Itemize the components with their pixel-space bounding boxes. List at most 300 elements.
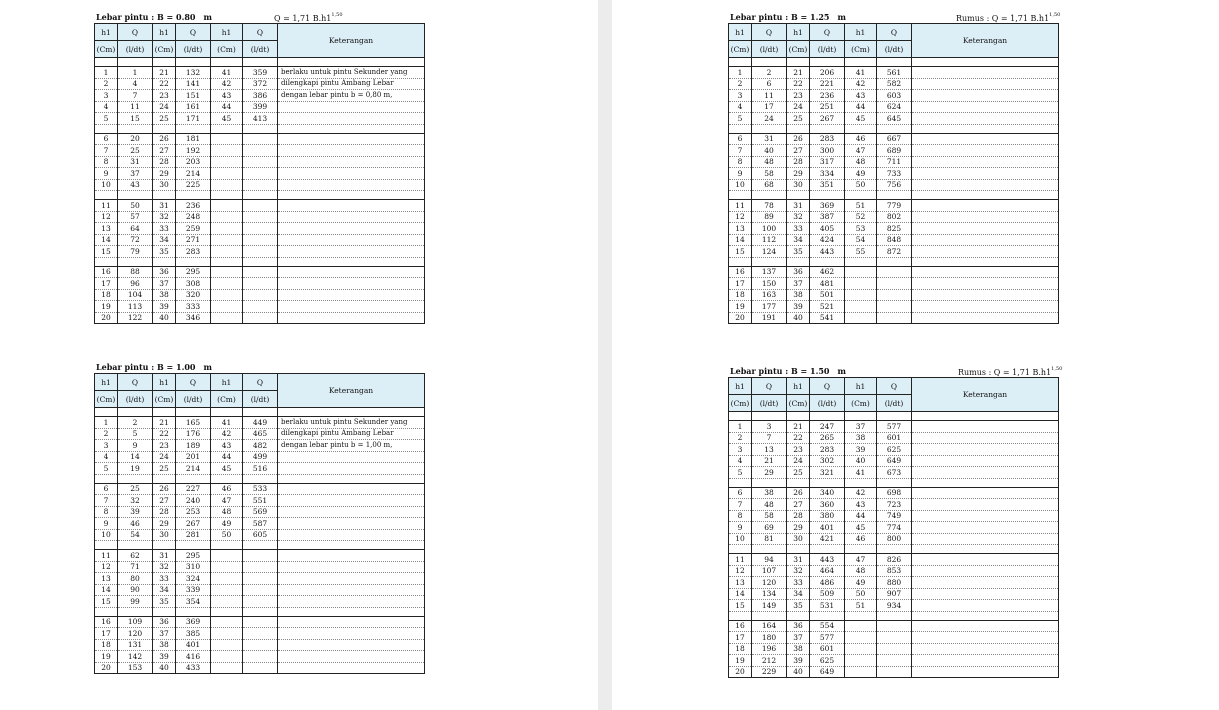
data-cell: 317	[810, 156, 845, 168]
header-cell: h1	[845, 378, 877, 395]
data-cell: 380	[810, 510, 845, 522]
keterangan-cell	[278, 145, 425, 157]
gate-width-label: Lebar pintu : B = 0.80	[96, 12, 196, 22]
data-cell: 180	[752, 632, 787, 644]
data-cell: 248	[176, 211, 211, 223]
data-cell: 416	[176, 651, 211, 663]
header-unit-cell: (Cm)	[729, 41, 752, 58]
data-cell: 8	[95, 156, 118, 168]
data-cell: 72	[118, 234, 153, 246]
table-row	[95, 451, 425, 463]
data-cell: 32	[153, 561, 176, 573]
data-cell	[877, 289, 912, 301]
spacer-cell	[118, 257, 153, 266]
data-cell: 33	[787, 577, 810, 589]
header-unit-cell: (l/dt)	[752, 41, 787, 58]
spacer-cell	[243, 58, 278, 67]
data-cell: 37	[845, 421, 877, 433]
table-row	[95, 145, 425, 157]
data-cell: 649	[877, 455, 912, 467]
spacer-cell	[176, 257, 211, 266]
spacer-cell	[176, 607, 211, 616]
keterangan-cell	[278, 312, 425, 324]
data-cell	[877, 312, 912, 324]
keterangan-cell	[912, 600, 1059, 612]
data-cell: 14	[729, 588, 752, 600]
data-cell	[211, 561, 243, 573]
table-row	[729, 266, 1059, 278]
data-cell: 1	[118, 67, 153, 79]
data-cell: 482	[243, 440, 278, 452]
spacer-cell	[243, 257, 278, 266]
data-cell: 333	[176, 301, 211, 313]
data-cell: 18	[95, 289, 118, 301]
data-cell: 3	[729, 444, 752, 456]
table-row	[95, 428, 425, 440]
data-cell: 33	[153, 223, 176, 235]
data-cell: 19	[95, 301, 118, 313]
data-cell: 354	[176, 596, 211, 608]
header-cell: h1	[729, 24, 752, 41]
data-cell: 880	[877, 577, 912, 589]
data-cell: 41	[845, 467, 877, 479]
data-cell: 28	[153, 506, 176, 518]
keterangan-cell	[278, 483, 425, 495]
data-cell: 68	[752, 179, 787, 191]
data-cell: 934	[877, 600, 912, 612]
keterangan-cell	[912, 432, 1059, 444]
data-cell: 29	[752, 467, 787, 479]
data-cell: 14	[95, 584, 118, 596]
keterangan-cell	[912, 113, 1059, 125]
data-cell: 624	[877, 101, 912, 113]
data-cell: 177	[752, 301, 787, 313]
data-cell: 225	[176, 179, 211, 191]
spacer-cell	[787, 191, 810, 200]
spacer-cell	[845, 611, 877, 620]
data-cell: 6	[729, 487, 752, 499]
table-row	[729, 643, 1059, 655]
keterangan-cell: berlaku untuk pintu Sekunder yang	[278, 67, 425, 79]
data-cell: 15	[95, 596, 118, 608]
data-cell	[211, 289, 243, 301]
data-cell: 58	[752, 510, 787, 522]
data-cell: 57	[118, 211, 153, 223]
data-cell: 19	[95, 651, 118, 663]
data-cell: 21	[787, 421, 810, 433]
data-cell: 802	[877, 211, 912, 223]
spacer-cell	[729, 545, 752, 554]
data-cell: 27	[787, 145, 810, 157]
data-cell: 34	[787, 234, 810, 246]
table-row	[729, 444, 1059, 456]
data-cell: 17	[95, 628, 118, 640]
data-cell: 35	[153, 596, 176, 608]
data-cell: 5	[729, 467, 752, 479]
spacer-cell	[752, 545, 787, 554]
data-cell: 3	[729, 90, 752, 102]
table-row	[729, 168, 1059, 180]
spacer-cell	[787, 478, 810, 487]
header-unit-cell: (Cm)	[211, 41, 243, 58]
data-cell: 259	[176, 223, 211, 235]
table-row	[729, 145, 1059, 157]
spacer-cell	[153, 474, 176, 483]
data-cell: 30	[153, 529, 176, 541]
discharge-table	[728, 377, 1059, 678]
data-cell	[243, 616, 278, 628]
data-cell: 39	[845, 444, 877, 456]
data-cell: 49	[211, 518, 243, 530]
header-cell: Q	[118, 24, 153, 41]
data-cell	[211, 596, 243, 608]
spacer-cell	[845, 412, 877, 421]
data-cell: 351	[810, 179, 845, 191]
data-cell	[243, 278, 278, 290]
data-cell: 6	[95, 483, 118, 495]
data-cell: 28	[787, 156, 810, 168]
data-cell: 25	[153, 113, 176, 125]
data-cell: 587	[243, 518, 278, 530]
keterangan-cell	[278, 506, 425, 518]
data-cell	[877, 620, 912, 632]
keterangan-cell	[912, 655, 1059, 667]
data-cell: 334	[810, 168, 845, 180]
table-row	[95, 289, 425, 301]
spacer-row	[729, 611, 1059, 620]
spacer-cell	[810, 124, 845, 133]
data-cell: 46	[211, 483, 243, 495]
data-cell: 826	[877, 554, 912, 566]
data-cell	[243, 179, 278, 191]
data-cell: 4	[95, 451, 118, 463]
data-cell: 41	[211, 417, 243, 429]
spacer-cell	[211, 408, 243, 417]
spacer-cell	[810, 478, 845, 487]
data-cell: 38	[787, 289, 810, 301]
data-cell: 24	[153, 451, 176, 463]
keterangan-cell	[912, 510, 1059, 522]
data-cell: 11	[95, 200, 118, 212]
data-cell: 214	[176, 463, 211, 475]
data-cell: 15	[95, 246, 118, 258]
spacer-cell	[912, 191, 1059, 200]
data-cell: 18	[729, 289, 752, 301]
data-cell: 44	[845, 101, 877, 113]
spacer-row	[729, 257, 1059, 266]
header-unit-cell: (Cm)	[845, 41, 877, 58]
keterangan-cell	[278, 651, 425, 663]
formula-text: Rumus : Q = 1,71 B.h1	[958, 368, 1052, 377]
header-unit-cell: (l/dt)	[176, 391, 211, 408]
data-cell: 109	[118, 616, 153, 628]
data-cell	[877, 278, 912, 290]
table-row	[729, 312, 1059, 324]
data-cell: 94	[752, 554, 787, 566]
keterangan-cell	[912, 565, 1059, 577]
data-cell: 13	[729, 577, 752, 589]
table-row	[729, 113, 1059, 125]
spacer-cell	[176, 541, 211, 550]
data-cell: 38	[153, 289, 176, 301]
data-cell: 89	[752, 211, 787, 223]
data-cell: 11	[752, 90, 787, 102]
data-cell: 150	[752, 278, 787, 290]
data-cell: 449	[243, 417, 278, 429]
spacer-cell	[153, 124, 176, 133]
spacer-cell	[729, 124, 752, 133]
table-heading	[94, 360, 465, 373]
spacer-cell	[729, 478, 752, 487]
header-cell: Q	[810, 24, 845, 41]
header-cell: Q	[243, 24, 278, 41]
table-row	[95, 223, 425, 235]
spacer-cell	[729, 58, 752, 67]
data-cell: 267	[810, 113, 845, 125]
data-cell: 37	[153, 278, 176, 290]
spacer-cell	[176, 58, 211, 67]
data-cell	[211, 651, 243, 663]
data-cell: 443	[810, 554, 845, 566]
keterangan-cell	[912, 620, 1059, 632]
spacer-cell	[278, 257, 425, 266]
data-cell	[845, 666, 877, 678]
spacer-cell	[912, 58, 1059, 67]
data-cell: 227	[176, 483, 211, 495]
data-cell: 300	[810, 145, 845, 157]
data-cell: 7	[95, 145, 118, 157]
data-cell	[243, 200, 278, 212]
data-cell: 23	[787, 90, 810, 102]
data-cell: 405	[810, 223, 845, 235]
data-cell	[211, 573, 243, 585]
data-cell: 21	[752, 455, 787, 467]
keterangan-cell	[912, 588, 1059, 600]
data-cell: 17	[752, 101, 787, 113]
data-cell	[243, 133, 278, 145]
header-cell: Q	[877, 24, 912, 41]
data-cell: 399	[243, 101, 278, 113]
table-row	[729, 487, 1059, 499]
table-row	[95, 440, 425, 452]
formula-exponent: 1,50	[1051, 366, 1063, 372]
table-row	[95, 596, 425, 608]
spacer-cell	[118, 408, 153, 417]
keterangan-cell	[278, 639, 425, 651]
gate-width-title	[730, 12, 846, 22]
spacer-cell	[787, 545, 810, 554]
data-cell: 48	[752, 156, 787, 168]
keterangan-cell	[912, 487, 1059, 499]
data-cell: 4	[95, 101, 118, 113]
header-cell: Q	[118, 374, 153, 391]
table-row	[729, 234, 1059, 246]
data-cell	[211, 223, 243, 235]
header-unit-cell: (l/dt)	[877, 395, 912, 412]
data-cell: 516	[243, 463, 278, 475]
data-cell	[211, 211, 243, 223]
data-cell: 42	[211, 78, 243, 90]
keterangan-cell	[278, 211, 425, 223]
spacer-cell	[95, 541, 118, 550]
table-row	[729, 565, 1059, 577]
table-row	[95, 584, 425, 596]
header-unit-cell: (Cm)	[787, 41, 810, 58]
data-cell: 283	[810, 133, 845, 145]
data-cell: 27	[153, 145, 176, 157]
table-row	[95, 651, 425, 663]
table-row	[95, 506, 425, 518]
data-cell: 31	[787, 554, 810, 566]
data-cell: 19	[729, 655, 752, 667]
data-cell: 37	[153, 628, 176, 640]
data-cell: 848	[877, 234, 912, 246]
data-cell: 346	[176, 312, 211, 324]
keterangan-cell	[912, 467, 1059, 479]
table-row	[95, 616, 425, 628]
data-cell: 413	[243, 113, 278, 125]
data-cell	[877, 632, 912, 644]
table-row	[729, 467, 1059, 479]
data-cell: 369	[176, 616, 211, 628]
data-cell: 181	[176, 133, 211, 145]
data-cell: 15	[118, 113, 153, 125]
table-row	[729, 533, 1059, 545]
gate-width-title	[730, 366, 846, 376]
formula-exponent: 1,50	[331, 12, 343, 18]
data-cell: 55	[845, 246, 877, 258]
data-cell: 387	[810, 211, 845, 223]
table-row	[729, 432, 1059, 444]
data-cell: 27	[153, 495, 176, 507]
data-cell: 625	[810, 655, 845, 667]
data-cell: 569	[243, 506, 278, 518]
data-cell	[877, 655, 912, 667]
spacer-cell	[787, 412, 810, 421]
data-cell: 443	[810, 246, 845, 258]
keterangan-cell	[912, 67, 1059, 79]
data-cell: 872	[877, 246, 912, 258]
data-cell: 47	[845, 554, 877, 566]
keterangan-cell	[278, 266, 425, 278]
spacer-row	[95, 58, 425, 67]
data-cell	[211, 312, 243, 324]
data-cell: 189	[176, 440, 211, 452]
keterangan-cell	[278, 529, 425, 541]
data-cell: 4	[729, 101, 752, 113]
data-cell: 24	[153, 101, 176, 113]
keterangan-cell	[278, 495, 425, 507]
data-cell: 132	[176, 67, 211, 79]
spacer-cell	[243, 124, 278, 133]
data-cell: 26	[787, 133, 810, 145]
data-cell: 240	[176, 495, 211, 507]
table-row	[729, 78, 1059, 90]
header-unit-cell: (Cm)	[153, 391, 176, 408]
header-unit-cell: (Cm)	[845, 395, 877, 412]
table-row	[729, 90, 1059, 102]
data-cell: 18	[729, 643, 752, 655]
table-row	[95, 628, 425, 640]
keterangan-cell	[912, 200, 1059, 212]
table-heading	[728, 364, 1099, 377]
gate-width-unit: m	[203, 12, 212, 22]
data-cell: 689	[877, 145, 912, 157]
spacer-cell	[729, 412, 752, 421]
discharge-table	[94, 23, 425, 324]
keterangan-cell	[912, 643, 1059, 655]
spacer-cell	[729, 611, 752, 620]
data-cell: 281	[176, 529, 211, 541]
keterangan-cell	[912, 301, 1059, 313]
data-cell: 17	[95, 278, 118, 290]
keterangan-cell	[278, 596, 425, 608]
data-cell: 46	[118, 518, 153, 530]
data-cell: 5	[118, 428, 153, 440]
spacer-row	[729, 478, 1059, 487]
formula-text: Rumus : Q = 1,71 B.h1	[956, 14, 1050, 23]
data-cell: 40	[153, 662, 176, 674]
table-row	[95, 179, 425, 191]
data-cell: 369	[810, 200, 845, 212]
data-cell	[845, 632, 877, 644]
data-cell: 20	[95, 662, 118, 674]
spacer-cell	[912, 478, 1059, 487]
data-cell: 36	[787, 266, 810, 278]
spacer-cell	[877, 545, 912, 554]
table-row	[729, 666, 1059, 678]
table-row	[95, 133, 425, 145]
table-block-b125	[728, 10, 1099, 324]
data-cell: 165	[176, 417, 211, 429]
data-cell: 247	[810, 421, 845, 433]
data-cell	[845, 312, 877, 324]
keterangan-cell: dilengkapi pintu Ambang Lebar	[278, 78, 425, 90]
data-cell: 37	[787, 278, 810, 290]
data-cell: 3	[95, 440, 118, 452]
data-cell: 50	[211, 529, 243, 541]
table-row	[95, 200, 425, 212]
data-cell: 32	[787, 565, 810, 577]
spacer-cell	[752, 478, 787, 487]
data-cell: 104	[118, 289, 153, 301]
spacer-cell	[877, 257, 912, 266]
spacer-cell	[278, 191, 425, 200]
data-cell: 37	[118, 168, 153, 180]
data-cell: 47	[845, 145, 877, 157]
header-keterangan: Keterangan	[278, 24, 425, 58]
data-cell: 22	[153, 428, 176, 440]
table-row	[729, 510, 1059, 522]
spacer-cell	[912, 412, 1059, 421]
data-cell: 283	[810, 444, 845, 456]
table-row	[95, 113, 425, 125]
formula-exponent: 1,50	[1049, 12, 1061, 18]
spacer-row	[95, 191, 425, 200]
spacer-cell	[278, 408, 425, 417]
data-cell: 44	[211, 101, 243, 113]
data-cell: 40	[787, 666, 810, 678]
data-cell: 733	[877, 168, 912, 180]
header-cell: h1	[787, 378, 810, 395]
spacer-cell	[278, 58, 425, 67]
table-row	[729, 133, 1059, 145]
data-cell	[211, 301, 243, 313]
data-cell: 21	[787, 67, 810, 79]
data-cell: 386	[243, 90, 278, 102]
spacer-cell	[845, 124, 877, 133]
gate-width-title	[96, 362, 212, 372]
